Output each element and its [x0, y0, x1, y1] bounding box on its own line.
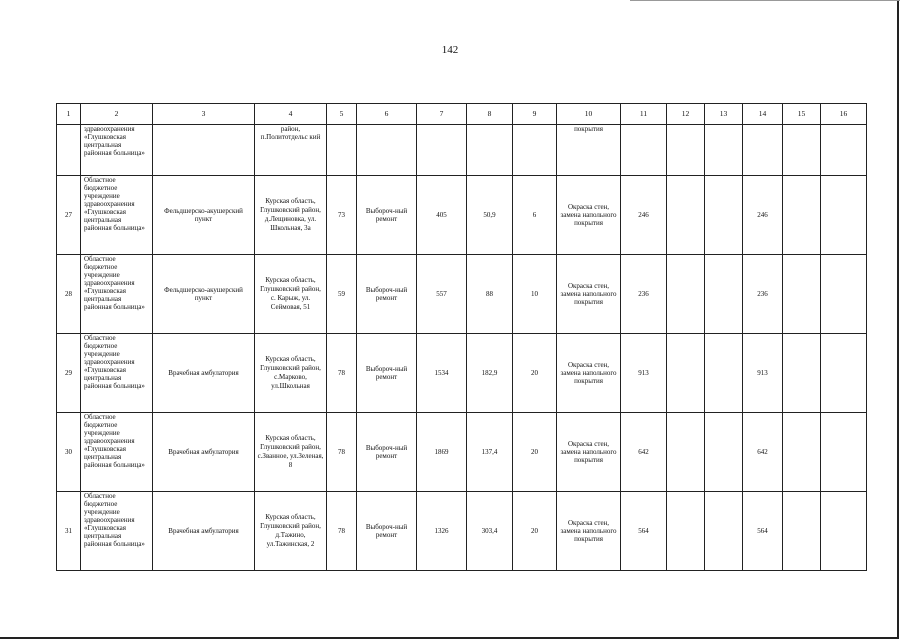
table-cell: 913	[621, 334, 667, 413]
table-cell: 137,4	[467, 413, 513, 492]
table-cell: Областное бюджетное учреждение здравоохранения «Глушковская центральная районная больница»	[81, 492, 153, 571]
table-cell: Выбороч-ный ремонт	[357, 492, 417, 571]
table-cell	[513, 125, 557, 176]
table-cell	[821, 255, 867, 334]
table-cell: 20	[513, 413, 557, 492]
table-cell: 20	[513, 334, 557, 413]
table-cell: 28	[57, 255, 81, 334]
table-cell	[821, 492, 867, 571]
table-cell: Окраска стен, замена напольного покрытия	[557, 492, 621, 571]
table-row	[57, 334, 867, 413]
table-row	[57, 176, 867, 255]
table-cell	[783, 125, 821, 176]
table-cell: 564	[743, 492, 783, 571]
header-cell: 9	[513, 104, 557, 125]
table-cell: Окраска стен, замена напольного покрытия	[557, 413, 621, 492]
table-cell	[667, 334, 705, 413]
table-cell: 30	[57, 413, 81, 492]
table-cell	[783, 413, 821, 492]
table-cell	[783, 492, 821, 571]
header-cell: 3	[153, 104, 255, 125]
table-cell	[705, 334, 743, 413]
table-cell	[821, 176, 867, 255]
table-cell: Областное бюджетное учреждение здравоохранения «Глушковская центральная районная больница»	[81, 255, 153, 334]
table-cell	[667, 413, 705, 492]
table-cell	[705, 176, 743, 255]
table-cell	[821, 413, 867, 492]
table-cell: 78	[327, 334, 357, 413]
table-cell: Курская область, Глушковский район, с.Марково, ул.Школьная	[255, 334, 327, 413]
table-cell: 303,4	[467, 492, 513, 571]
table-cell: район, п.Политотдельс кий	[255, 125, 327, 176]
table-cell: 73	[327, 176, 357, 255]
table-cell: Окраска стен, замена напольного покрытия	[557, 176, 621, 255]
header-cell: 10	[557, 104, 621, 125]
table-cell: 246	[743, 176, 783, 255]
table-cell	[153, 125, 255, 176]
table-cell: Врачебная амбулатория	[153, 492, 255, 571]
table-cell: Выбороч-ный ремонт	[357, 255, 417, 334]
table-cell: 10	[513, 255, 557, 334]
table-cell	[821, 125, 867, 176]
table-cell: 557	[417, 255, 467, 334]
header-cell: 5	[327, 104, 357, 125]
table-cell: Курская область, Глушковский район, с. Карыж, ул. Сеймовая, 51	[255, 255, 327, 334]
table-cell: 182,9	[467, 334, 513, 413]
table-cell: Окраска стен, замена напольного покрытия	[557, 334, 621, 413]
table-cell	[705, 492, 743, 571]
table-cell: 88	[467, 255, 513, 334]
table-cell: 29	[57, 334, 81, 413]
table-cell: 78	[327, 413, 357, 492]
table-cell: 31	[57, 492, 81, 571]
table-cell: 6	[513, 176, 557, 255]
table-cell: Врачебная амбулатория	[153, 413, 255, 492]
table-cell: 27	[57, 176, 81, 255]
table-cell	[667, 255, 705, 334]
table-row	[57, 255, 867, 334]
header-cell: 6	[357, 104, 417, 125]
table-cell	[705, 125, 743, 176]
table-cell	[327, 125, 357, 176]
header-cell: 11	[621, 104, 667, 125]
table-cell: 642	[743, 413, 783, 492]
table-cell	[357, 125, 417, 176]
header-cell: 16	[821, 104, 867, 125]
table-cell: 20	[513, 492, 557, 571]
header-cell: 8	[467, 104, 513, 125]
table-cell: 913	[743, 334, 783, 413]
table-cell: 236	[743, 255, 783, 334]
page-number: 142	[441, 44, 459, 56]
data-table	[56, 103, 867, 571]
table-cell: 1869	[417, 413, 467, 492]
table-cell: Выбороч-ный ремонт	[357, 334, 417, 413]
header-cell: 4	[255, 104, 327, 125]
table-cell: 246	[621, 176, 667, 255]
table-cell: здравоохранения «Глушковская центральная районная больница»	[81, 125, 153, 176]
table-cell: Областное бюджетное учреждение здравоохранения «Глушковская центральная районная больница»	[81, 334, 153, 413]
table-cell	[467, 125, 513, 176]
header-cell: 15	[783, 104, 821, 125]
header-row	[57, 104, 867, 125]
table-cell	[57, 125, 81, 176]
table-cell	[821, 334, 867, 413]
table-cell	[621, 125, 667, 176]
top-rule	[630, 0, 900, 1]
table-cell	[705, 413, 743, 492]
table-cell: Областное бюджетное учреждение здравоохранения «Глушковская центральная районная больница»	[81, 413, 153, 492]
header-cell: 13	[705, 104, 743, 125]
table-cell	[667, 492, 705, 571]
table-cell	[667, 125, 705, 176]
table-cell: 59	[327, 255, 357, 334]
table-cell: 78	[327, 492, 357, 571]
table-cell: Фельдшерско-акушерский пункт	[153, 176, 255, 255]
header-cell: 14	[743, 104, 783, 125]
table-cell: 50,9	[467, 176, 513, 255]
header-cell: 2	[81, 104, 153, 125]
table-cell: Курская область, Глушковский район, д.Тажино, ул.Тажинская, 2	[255, 492, 327, 571]
table-cell: 236	[621, 255, 667, 334]
header-cell: 12	[667, 104, 705, 125]
continuation-row	[57, 125, 867, 176]
table-cell: 564	[621, 492, 667, 571]
table-cell	[783, 334, 821, 413]
table-cell: 1326	[417, 492, 467, 571]
table-cell	[743, 125, 783, 176]
table-cell: Выбороч-ный ремонт	[357, 176, 417, 255]
header-cell: 7	[417, 104, 467, 125]
table-cell	[783, 176, 821, 255]
table-cell: Курская область, Глушковский район, д.Лещиновка, ул. Школьная, 3а	[255, 176, 327, 255]
table-row	[57, 413, 867, 492]
table-cell: покрытия	[557, 125, 621, 176]
table-cell	[783, 255, 821, 334]
table-body	[57, 104, 867, 571]
table-cell: Курская область, Глушковский район, с.Званное, ул.Зеленая, 8	[255, 413, 327, 492]
table-cell: 1534	[417, 334, 467, 413]
table-cell	[417, 125, 467, 176]
table-cell	[667, 176, 705, 255]
header-cell: 1	[57, 104, 81, 125]
table-cell: Врачебная амбулатория	[153, 334, 255, 413]
table-cell	[705, 255, 743, 334]
table-row	[57, 492, 867, 571]
table-cell: Фельдшерско-акушерский пункт	[153, 255, 255, 334]
table-cell: Окраска стен, замена напольного покрытия	[557, 255, 621, 334]
table-cell: Выбороч-ный ремонт	[357, 413, 417, 492]
table-cell: 642	[621, 413, 667, 492]
table-cell: Областное бюджетное учреждение здравоохранения «Глушковская центральная районная больница»	[81, 176, 153, 255]
table-cell: 405	[417, 176, 467, 255]
